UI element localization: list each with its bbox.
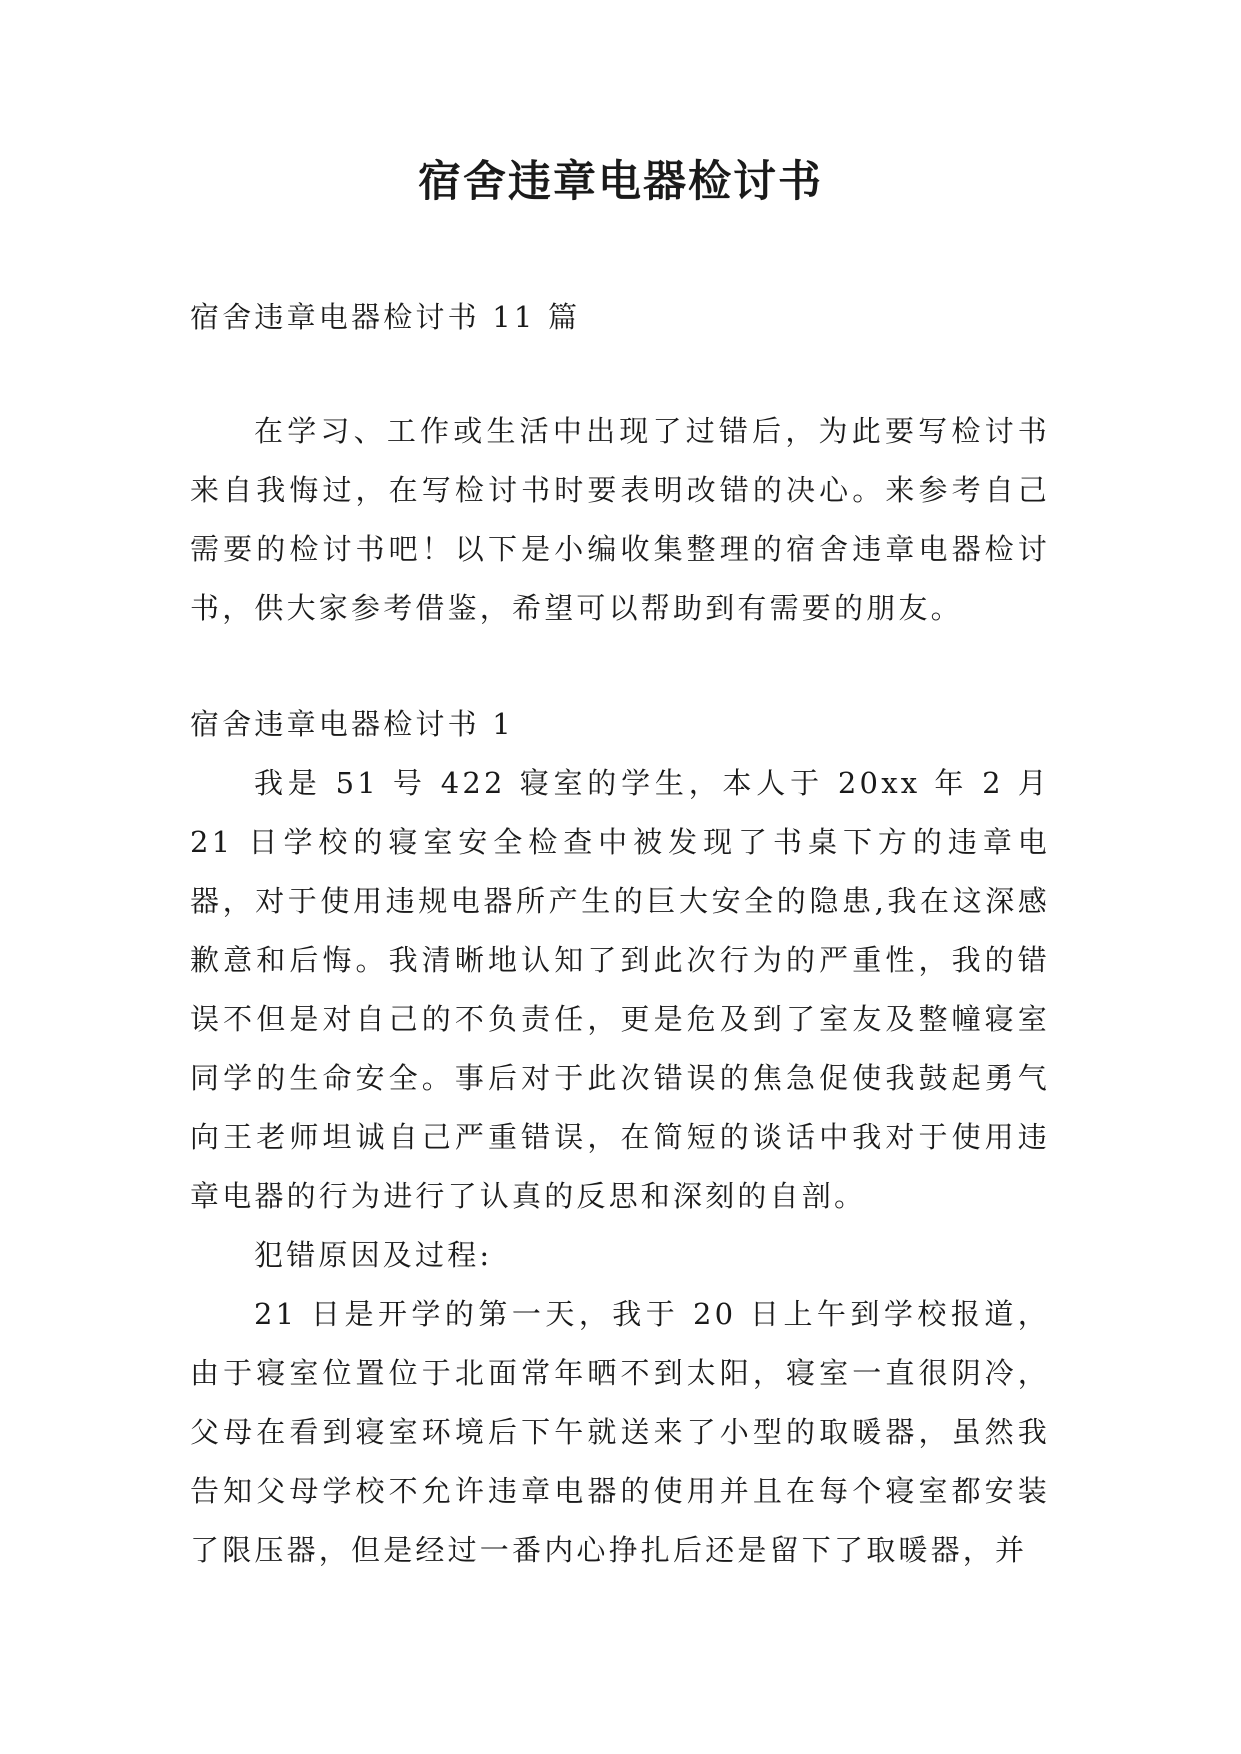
- section-heading: 宿舍违章电器检讨书 1: [190, 707, 514, 741]
- document-subtitle: 宿舍违章电器检讨书 11 篇: [190, 300, 581, 334]
- reason-heading: 犯错原因及过程:: [254, 1238, 493, 1272]
- body-paragraph: 我是 51 号 422 寝室的学生，本人于 20xx 年 2 月 21 日学校的寝室安全检查中被发现了书桌下方的违章电器，对于使用违规电器所产生的巨大安全的隐患,我在这深感歉意和后悔。我清晰地认知了到此次行为的严重性，我的错误不但是对自己的不负责任，更是危及到了室友及整幢寝室同学的生命安全。事后对于此次错误的焦急促使我鼓起勇气向王老师坦诚自己严重错误，在简短的谈话中我对于使用违章电器的行为进行了认真的反思和深刻的自剖。: [190, 766, 1050, 1213]
- intro-paragraph: 在学习、工作或生活中出现了过错后，为此要写检讨书来自我悔过，在写检讨书时要表明改错的决心。来参考自己需要的检讨书吧！以下是小编收集整理的宿舍违章电器检讨书，供大家参考借鉴，希望可以帮助到有需要的朋友。: [190, 414, 1050, 625]
- section-body: [190, 754, 1050, 1580]
- document-title: 宿舍违章电器检讨书: [418, 157, 823, 207]
- body-paragraph: 21 日是开学的第一天，我于 20 日上午到学校报道，由于寝室位置位于北面常年晒不到太阳，寝室一直很阴冷，父母在看到寝室环境后下午就送来了小型的取暖器，虽然我告知父母学校不允许违章电器的使用并且在每个寝室都安装了限压器，但是经过一番内心挣扎后还是留下了取暖器，并: [190, 1297, 1050, 1567]
